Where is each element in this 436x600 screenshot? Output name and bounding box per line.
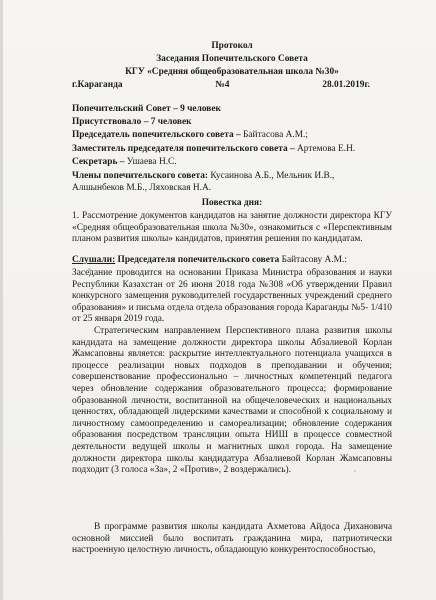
agenda-title: Повестка дня:	[201, 198, 263, 208]
city: г.Караганда	[72, 80, 123, 90]
paragraph-candidate-2: В программе развития школы кандидата Ахметова Айдоса Дихановича основной миссией было воспитать гражданина мира, патриотически настроенную целостную личность, обладающую конкурентоспособностью,	[72, 522, 392, 556]
paragraph-candidate-1: Стратегическим направлением Перспективного плана развития школы кандидата на замещение должности директора школы Абзалиевой Корлан Жамсаповны является: раскрытие интеллектуального потенциала учащихся в процессе реализации новых подходов в преподавании и обучения; совершенствование профессионально – личностных компетенций педагога через обновление содержания образовательного процесса; формирование образованной личности, воспитанной на общечеловеческих и национальных ценностях, обладающей лидерскими качествами и способной к социальному и личностному самоопределению и самореализации; обновление содержания образования посредством трансляции опыта НИШ в процессе совместной деятельности ведущей школы и магнитных школ города. На замещение должности директора школы кандидатура Абзалиевой Корлан Жамсаповны подходит (3 голоса «За», 2 «Против», 2 воздержались).	[72, 326, 392, 476]
chair-line	[72, 130, 392, 142]
chair-name: Байтасова А.М.;	[240, 130, 309, 140]
heard-speaker-name: Байтасову А.М.:	[279, 255, 347, 265]
deputy-label: Заместитель председателя попечительского совета –	[72, 144, 295, 154]
chair-label: Председатель попечительского совета –	[72, 130, 241, 140]
deputy-name: Артемова Е.Н.	[294, 144, 356, 154]
secretary-line	[72, 157, 392, 169]
protocol-number: №4	[215, 80, 230, 90]
protocol-title: Протокол	[211, 41, 253, 51]
protocol-date: 28.01.2019г.	[322, 80, 370, 90]
secretary-label: Секретарь –	[72, 157, 125, 167]
heard-speaker: Председателя попечительского совета	[115, 255, 280, 265]
members-names-cont: Алшынбеков М.Б., Ляховская Н.А.	[72, 183, 212, 193]
members-names: Кусаинова А.Б., Мельник И.В.,	[208, 171, 335, 181]
members-label: Члены попечительского совета:	[72, 171, 209, 181]
header-meta-row	[72, 80, 370, 92]
present-count: Присутствовало – 7 человек	[72, 117, 192, 127]
organization-name: КГУ «Средняя общеобразовательная школа №30»	[125, 67, 339, 77]
council-count: Попечительский Совет – 9 человек	[72, 104, 221, 114]
protocol-subtitle: Заседания Попечительского Совета	[156, 54, 308, 64]
heard-line	[72, 255, 392, 267]
deputy-line	[72, 144, 392, 156]
members-line	[72, 171, 392, 183]
scan-edge	[0, 0, 3, 600]
paragraph-basis: Заседание проводится на основании Приказа Министра образования и науки Республики Казахстан от 26 июня 2018 года №308 «Об утверждении Правил конкурсного замещения руководителей государственных учреждений среднего образования» и письма отдела отдела образования города Караганды №5- 1/410 от 25 января 2019 года.	[72, 268, 392, 325]
agenda-item-1: 1. Рассмотрение документов кандидатов на занятие должности директора КГУ «Средняя общеобразовательная школа №30», ознакомиться с «Перспективным планом развития школы» кандидатов, принятия решения по кандидатам.	[72, 211, 392, 245]
heard-label: Слушали:	[72, 255, 116, 265]
secretary-name: Ушаева Н.С.	[124, 157, 177, 167]
